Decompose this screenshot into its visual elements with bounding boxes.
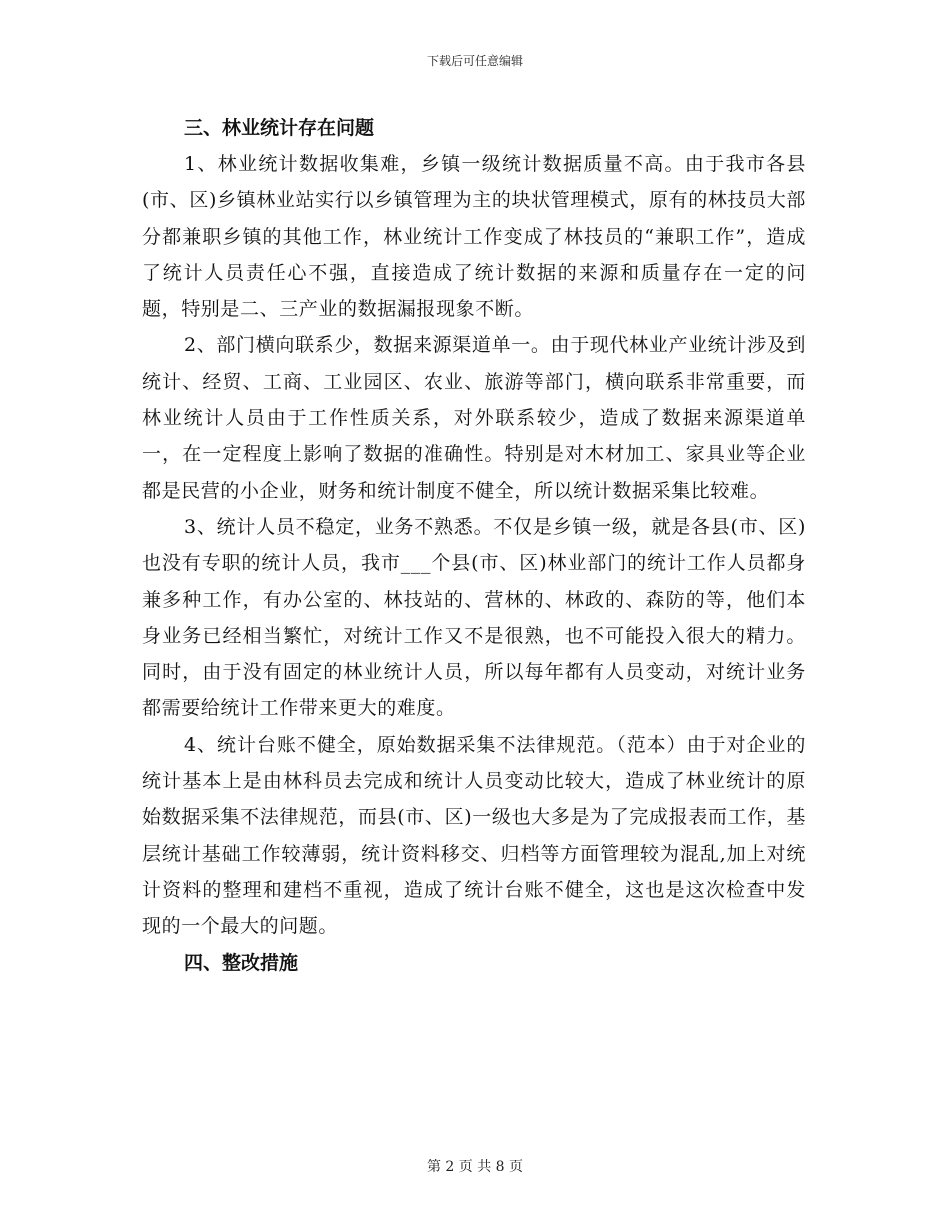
section-3-heading: 三、林业统计存在问题 [184, 117, 375, 139]
section-3-paragraph-1: 1、林业统计数据收集难，乡镇一级统计数据质量不高。由于我市各县(市、区)乡镇林业站实行以乡镇管理为主的块状管理模式，原有的林技员大部分都兼职乡镇的其他工作，林业统计工作变成了林技员的“兼职工作”，造成了统计人员责任心不强，直接造成了统计数据的来源和质量存在一定的问题，特别是二、三产业的数据漏报现象不断。 [142, 153, 806, 321]
section-3-paragraph-3: 3、统计人员不稳定，业务不熟悉。不仅是乡镇一级，就是各县(市、区)也没有专职的统计人员，我市___个县(市、区)林业部门的统计工作人员都身兼多种工作，有办公室的、林技站的、营林的、林政的、森防的等，他们本身业务已经相当繁忙，对统计工作又不是很熟，也不可能投入很大的精力。同时，由于没有固定的林业统计人员，所以每年都有人员变动，对统计业务都需要给统计工作带来更大的难度。 [142, 515, 806, 720]
document-body [142, 110, 806, 981]
page-header-note: 下载后可任意编辑 [426, 54, 523, 68]
page-number-footer: 第 2 页 共 8 页 [426, 1159, 524, 1175]
section-3-paragraph-4: 4、统计台账不健全，原始数据采集不法律规范。（范本）由于对企业的统计基本上是由林科员去完成和统计人员变动比较大，造成了林业统计的原始数据采集不法律规范，而县(市、区)一级也大多是为了完成报表而工作，基层统计基础工作较薄弱，统计资料移交、归档等方面管理较为混乱,加上对统计资料的整理和建档不重视，造成了统计台账不健全，这也是这次检查中发现的一个最大的问题。 [142, 733, 806, 938]
section-3-paragraph-2: 2、部门横向联系少，数据来源渠道单一。由于现代林业产业统计涉及到统计、经贸、工商、工业园区、农业、旅游等部门，横向联系非常重要，而林业统计人员由于工作性质关系，对外联系较少，造成了数据来源渠道单一，在一定程度上影响了数据的准确性。特别是对木材加工、家具业等企业都是民营的小企业，财务和统计制度不健全，所以统计数据采集比较难。 [142, 334, 806, 502]
section-4-heading: 四、整改措施 [184, 951, 299, 974]
